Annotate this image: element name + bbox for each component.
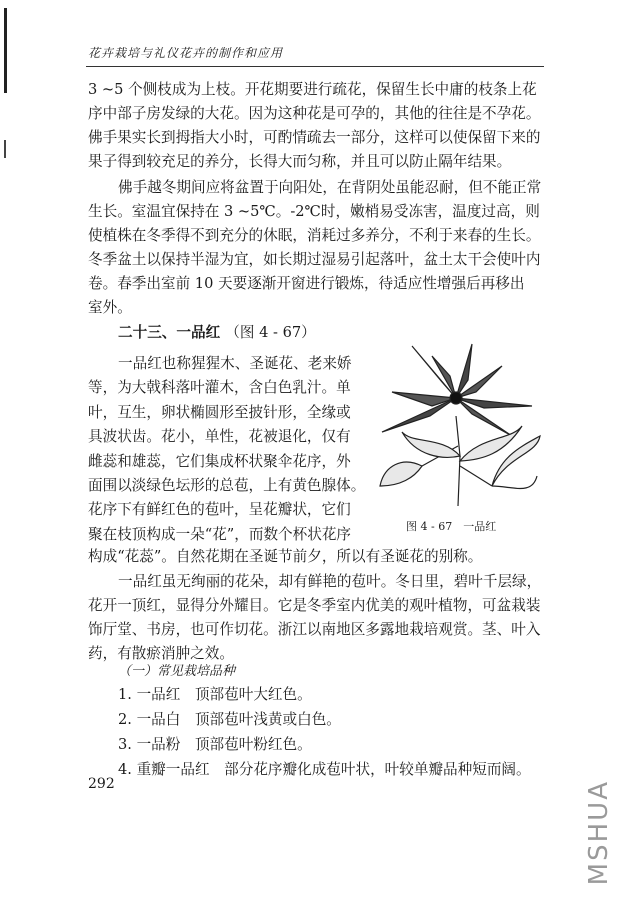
text-line: 花开一顶红，显得分外耀目。它是冬季室内优美的观叶植物，可盆栽装 <box>88 597 541 614</box>
poinsettia-illustration <box>372 336 544 512</box>
figure-caption: 图 4 - 67 一品红 <box>406 520 497 533</box>
text-line: 饰厅堂、书房，也可作切花。浙江以南地区多露地栽培观赏。茎、叶入 <box>88 621 541 638</box>
page-number: 292 <box>88 776 115 792</box>
running-header: 花卉栽培与礼仪花卉的制作和应用 <box>88 46 284 60</box>
paragraph-1 <box>88 78 544 174</box>
subsection-heading: （一）常见栽培品种 <box>118 664 236 679</box>
text-line: 叶，互生，卵状椭圆形至披针形，全缘或 <box>88 403 351 421</box>
watermark: MSHUA <box>584 780 614 886</box>
text-line: 药，有散瘀消肿之效。 <box>88 645 234 662</box>
section-heading <box>118 321 316 342</box>
text-line: 佛手越冬期间应将盆置于向阳处，在背阴处虽能忍耐，但不能正常 <box>118 179 542 196</box>
text-line: 3 ~5 个侧枝成为上枝。开花期要进行疏花，保留生长中庸的枝条上花 <box>88 81 537 98</box>
text-line: 序中部子房发绿的大花。因为这种花是可孕的，其他的往往是不孕花。 <box>88 105 541 122</box>
text-line: 使植株在冬季得不到充分的休眠，消耗过多养分，不利于来春的生长。 <box>88 227 541 244</box>
text-line: 面围以淡绿色坛形的总苞，上有黄色腺体。 <box>88 477 366 495</box>
scan-edge-mark-small <box>4 140 6 158</box>
variety-item: 4. 重瓣一品红 部分花序瓣化成苞叶状，叶较单瓣品种短而阔。 <box>118 761 531 778</box>
text-line: 一品红虽无绚丽的花朵，却有鲜艳的苞叶。冬日里，碧叶千层绿， <box>118 573 542 590</box>
header-rule <box>86 66 544 67</box>
text-line: 生长。室温宜保持在 3 ~5℃。-2℃时，嫩梢易受冻害，温度过高，则 <box>88 203 540 220</box>
paragraph-4 <box>88 570 544 666</box>
paragraph-3-wrapped <box>88 352 370 547</box>
text-line: 花序下有鲜红色的苞叶，呈花瓣状，它们 <box>88 501 351 519</box>
figure-reference: （图 4 - 67） <box>225 324 316 341</box>
variety-item: 2. 一品白 顶部苞叶浅黄或白色。 <box>118 711 341 728</box>
text-line: 等，为大戟科落叶灌木，含白色乳汁。单 <box>88 379 351 397</box>
text-line: 佛手果实长到拇指大小时，可酌情疏去一部分，这样可以使保留下来的 <box>88 129 541 146</box>
text-line: 室外。 <box>88 299 132 316</box>
text-line: 一品红也称猩猩木、圣诞花、老来娇 <box>118 355 352 372</box>
variety-item: 3. 一品粉 顶部苞叶粉红色。 <box>118 736 312 753</box>
text-line: 冬季盆土以保持半湿为宜，如长期过湿易引起落叶，盆土太干会使叶内 <box>88 251 541 268</box>
text-line: 具波状齿。花小，单性，花被退化，仅有 <box>88 428 351 446</box>
text-line: 雌蕊和雄蕊，它们集成杯状聚伞花序，外 <box>88 452 351 470</box>
text-line: 果子得到较充足的养分，长得大而匀称，并且可以防止隔年结果。 <box>88 153 512 170</box>
text-line: 构成“花蕊”。自然花期在圣诞节前夕，所以有圣诞花的别称。 <box>88 548 483 565</box>
section-title: 二十三、一品红 <box>118 324 221 341</box>
text-line: 卷。春季出室前 10 天要逐渐开窗进行锻炼，待适应性增强后再移出 <box>88 275 525 292</box>
variety-item: 1. 一品红 顶部苞叶大红色。 <box>118 686 312 703</box>
paragraph-3-continued <box>88 545 544 569</box>
scan-edge-mark <box>4 8 7 93</box>
paragraph-2 <box>88 176 544 320</box>
text-line: 聚在枝顶构成一朵“花”，而数个杯状花序 <box>88 525 352 543</box>
